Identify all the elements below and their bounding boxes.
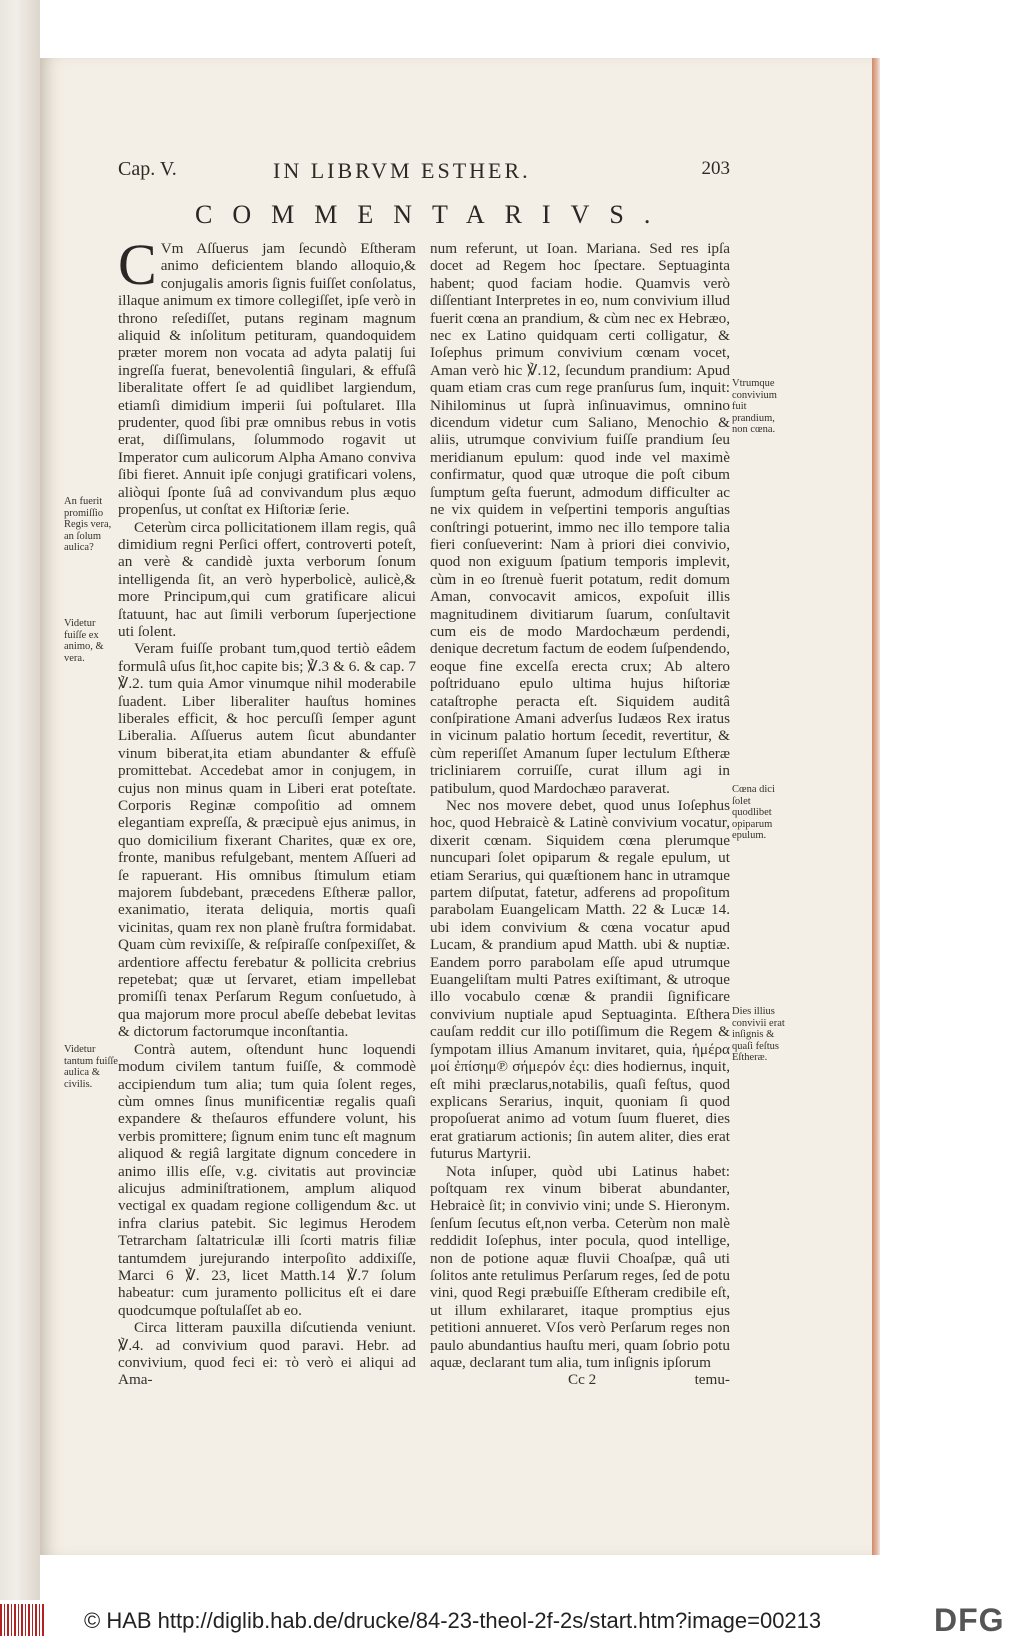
adjacent-page-edge (0, 0, 40, 1600)
marginal-note: Cœna dici ſolet quodlibet opiparum epulum. (732, 784, 775, 841)
paragraph: Ceterùm circa pollicitationem illam regis, quâ dimidium regni Perſici offert, controverti poteſt, an verè & candidè juxta verborum ſonum intelligenda ſit, an verò hyperbolicè, aulicè,& more Principum,qui cum gratificare alicui ſtatuunt, hac aut ſimili verborum ſuperjectione uti ſolent. (118, 518, 416, 640)
paragraph (118, 232, 416, 519)
source-url[interactable]: © HAB http://diglib.hab.de/drucke/84-23-theol-2f-2s/start.htm?image=00213 (84, 1608, 822, 1633)
section-title: COMMENTARIVS. (195, 200, 671, 229)
signature-mark: Cc 2 (568, 1371, 597, 1389)
paragraph: Nota inſuper, quòd ubi Latinus habet: poſtquam rex vinum biberat abundanter, Hebraicè ſit; in convivio vini; unde S. Hieronym. ſenſum ſecutus eſt,non verba. Ceterùm non malè reddidit Ioſephus, inter pocula, quod intellige, non de potione aquæ fluvii Choaſpæ, quâ uti ſolitos ante retulimus Perſarum reges, ſed de potu vini, quod Regi præbuiſſe Eſtheram credibile eſt, ut illum exhilararet, itaque promptius ejus petitioni annueret. Vſos verò Perſarum reges non paulo abundantius hauſtu meri, quam ſobrio potu aquæ, declarant tum alia, tum inſignis ipſorum (430, 1162, 730, 1371)
marginal-note: Videtur tantum fuiſſe aulica & civilis. (64, 1044, 118, 1090)
drop-cap: C (118, 232, 157, 297)
catchword: temu- (694, 1371, 730, 1389)
marginal-note: Videtur fuiſſe ex animo, & vera. (64, 618, 104, 664)
dfg-logo: DFG (934, 1602, 1005, 1638)
paragraph: Nec nos movere debet, quod unus Ioſephus hoc, quod Hebraicè & Latinè convivium vocatur, dixerit cœnam. Siquidem cœna plerumque nuncupari ſolet opiparum & regale epulum, ut etiam Serarius, qui quæſtionem hanc in utramque partem diſputat, fatetur, adferens ad propoſitum parabolam Euangelicam Matth. 22 & Lucæ 14. ubi idem convivium & cœna vocatur apud Lucam, & prandium apud Matth. ubi & nuptiæ. Eandem porro parabolam eſſe apud utrumque Euangeliſtam multi Patres exiſtimant, & utroque illo vocabulo cœnæ & prandii ſignificare convivium nuptiale apud Septuaginta. Eſthera cauſam reddit cur illo potiſſimum die Regem & ſympotam illius Amanum invitaret, quia, ἡμέρα μοί ἐπίσημ℗ σήμερόν ἐςι: dies hodiernus, inquit, eſt mihi præclarus,notabilis, quaſi feſtus, quod explicans Serarius, inquit, quoniam ſi quod propoſuerat animo ad votum ſuum flueret, dies erat gratiarum actionis; ſin autem aliter, dies erat futurus Martyrii. (430, 797, 730, 1163)
page-edge (872, 58, 880, 1555)
marginal-note: An fuerit promiſſio Regis vera, an ſolum aulica? (64, 496, 112, 553)
paragraph: num referunt, ut Ioan. Mariana. Sed res ipſa docet ad Regem hoc ſpectare. Septuaginta habent; quod faciam hodie. Quamvis verò diſſentiant Interpretes in eo, num convivium illud fuerit cœna an prandium, & cùm nec ex Hebræo, nec ex Latino quidquam certi colligatur, & Ioſephus primum convivium cœnam vocet, Aman verò hic ℣.12, ſecundum prandium: Apud quam etiam cras cum rege pranſurus ſum, inquit: Nihilominus ut ſuprà inſinuavimus, omnino dicendum videtur cum Saliano, Menochio & aliis, utrumque convivium fuiſſe prandium ſeu meridianum epulum: quod inde vel maximè confirmatur, quod quæ utroque die poſt cibum ſumptum geſta fuerunt, admodum difficulter ac ne vix quidem in veſpertini temporis anguſtias conſtringi potuerint, immo nec illo tempore talia fieri conſueverint: Nam à priori diei convivio, quod non exiguum ſpatium temporis implevit, cùm in eo ſtrenuè fuerit potatum, redit domum Aman, convocavit amicos, expoſuit illis magnitudinem divitiarum ſuarum, conſultavit cum eis de modo Mardochæum perdendi, denique decretum factum de eodem ſuſpendendo, eoque fine excelſa erecta crux; Ab altero poſtriduano epulo ultima hujus hiſtoriæ cataſtrophe peracta eſt. Siquidem auditâ conſpiratione Amani adverſus Iudæos Rex iratus in vicinum palatio hortum ſecedit, revertitur, & cùm reperiſſet Amanum ſuper lectulum Eſtheræ tricliniarem corruiſſe, curat illum agi in patibulum, quod Mardochæo paraverat. (430, 240, 730, 797)
viewer-footer (0, 1600, 1024, 1640)
paragraph: Contrà autem, oſtendunt hunc loquendi modum civilem tantum fuiſſe, & commodè accipiendum tum alia; tum quia ſolent reges, cùm omnes ſinus munificentiæ regalis quaſi expandere & theſauros effundere volunt, his verbis promittere; ſignum enim tunc eſt magnum aliquod & regiâ largitate dignum concedere in animo illis eſſe, v.g. civitatis aut provinciæ alicujus adminiſtrationem, amplum aliquod vectigal ex quadam regione colligendum &c. ut infra clarius patebit. Sic legimus Herodem Tetrarcham ſaltatriculæ illi ſcorti matris filiæ tantumdem jurejurando interpoſito addixiſſe, Marci 6 ℣. 23, licet Matth.14 ℣.7 ſolum habeatur: cum juramento pollicitus eſt ei dare quodcumque poſtulaſſet ab eo. (118, 1040, 416, 1319)
paragraph: Veram fuiſſe probant tum,quod tertiò eâdem formulâ uſus ſit,hoc capite bis; ℣.3 & 6. & cap. 7 ℣.2. tum quia Amor vinumque nihil moderabile ſuadent. Liber liberaliter hauſtus homines liberales efficit, & hoc percuſſi ſemper agunt Liberalia. Aſſuerus autem ſicut abundanter vinum biberat,ita etiam abundanter & effuſè promittebat. Accedebat amor in conjugem, in cujus non minus quam in Liberi erat poteſtate. Corporis Reginæ compoſitio ad omnem elegantiam expreſſa, & præcipuè ejus animus, in quo domicilium fixerant Charites, quæ ex ore, fronte, manibus refulgebant, mentem Aſſueri ad ſe rapuerant. His omnibus ſtimulum etiam majorem ſubdebant, præcedens Eſtheræ pallor, exanimatio, iterata deliquia, mortis quaſi vicinitas, quam rex non planè fruſtra formidabat. Quam cùm revixiſſe, & reſpiraſſe conſpexiſſet, & ardentiore affectu ferebatur & pollicita crebrius repetebat; quæ ut ſervaret, etiam impellebat promiſſi tenax Perſarum Regum conſuetudo, à qua majorum more procul abeſſe debebat levitas & dictorum factorumque inconſtantia. (118, 640, 416, 1041)
left-column (118, 232, 416, 1389)
library-logo-icon (0, 1604, 46, 1636)
paragraph: Circa litteram pauxilla diſcutienda veniunt. ℣.4. ad convivium quod paravi. Hebr. ad convivium, quod feci ei: τὸ verò ei aliqui ad Ama- (118, 1319, 416, 1389)
running-title: IN LIBRVM ESTHER. (273, 158, 531, 183)
right-column (430, 240, 730, 1391)
page-footer-line (430, 1371, 730, 1391)
marginal-note: Dies illius convivii erat inſignis & quaſi feſtus Eſtheræ. (732, 1006, 785, 1063)
running-head (118, 158, 730, 188)
chapter-label: Cap. V. (118, 158, 177, 180)
page-number: 203 (701, 158, 730, 179)
paragraph-text: Vm Aſſuerus jam ſecundò Eſtheram animo deficientem blando alloquio,& conjugalis amoris ſignis fuiſſet conſolatus, illaque animum ex timore collegiſſet, ipſe verò in throno reſediſſet, putans reginam magnum aliquid & inſolitum petituram, quandoquidem præter morem non vocata ad adyta palatij ſui ingreſſa fuerat, benevolentiâ ſingulari, & effuſâ liberalitate offert ſe ad quidlibet largiendum, etiamſi dimidium imperii ſui poſtularet. Illa prudenter, quod ſibi præ omnibus rebus in votis erat, diſſimulans, ſolummodo rogavit ut Imperator cum aulicorum Alpha Amano conviva ſibi fieret. Annuit ipſe conjugi gratificari volens, aliòqui ſponte ſuâ ad convivandum plus æquo propenſus, ut conſtat ex Hiſtoriæ ſerie. (118, 240, 416, 519)
marginal-note: Vtrumque convivium fuit prandium, non cœna. (732, 378, 777, 435)
